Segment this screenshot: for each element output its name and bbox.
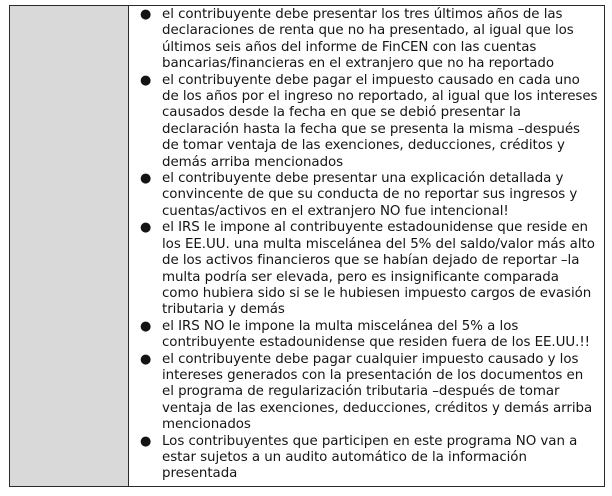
list-item-text: el IRS le impone al contribuyente estadounidense que reside en los EE.UU. una multa misceláneа del 5% del saldo/valor más alto de los activos financieros que se habían dejado de reportar –la multa podría ser elevada, pero es insignificante comparada como hubiera sido si se le hubiesen impuesto cargos de evasión tributaria y demás — [162, 220, 595, 318]
bullet-list — [129, 7, 604, 483]
bullet-icon: ● — [140, 433, 152, 449]
list-item-text: el IRS NO le impone la multa misceláneа del 5% a los contribuyente estadounidense que residen fuera de los EE.UU.!! — [162, 318, 590, 351]
content-column — [129, 6, 604, 486]
list-item-text: el contribuyente debe presentar una explicación detallada y convincente de que su conducta de no reportar sus ingresos y cuentas/activos en el extranjero NO fue intencional! — [162, 171, 578, 219]
list-item — [129, 73, 604, 171]
list-item-text: el contribuyente debe pagar el impuesto causado en cada uno de los años por el ingreso no reportado, al igual que los intereses causados desde la fecha en que se debió presentar la declaración hasta la fecha que se presenta la misma –después de tomar ventaja de las exenciones, deducciones, créditos y demás arriba mencionados — [162, 72, 598, 170]
bullet-icon: ● — [140, 318, 152, 334]
list-item-text: el contribuyente debe presentar los tres últimos años de las declaraciones de renta que no ha presentado, al igual que los últimos seis años del informe de FinCEN con las cuentas bancarias/financieras en el extranjero que no ha reportado — [162, 7, 574, 72]
bullet-icon: ● — [140, 72, 152, 88]
list-item-text: el contribuyente debe pagar cualquier impuesto causado y los intereses generados con la presentación de los documentos en el programa de regularización tributaria –después de tomar ventaja de las exenciones, deducciones, créditos y demás arriba mencionados — [162, 351, 593, 433]
bullet-icon: ● — [140, 351, 152, 367]
bullet-icon: ● — [140, 220, 152, 236]
list-item — [129, 434, 604, 483]
list-item — [129, 352, 604, 434]
bullet-icon: ● — [140, 171, 152, 187]
bullet-icon: ● — [140, 7, 152, 22]
list-item — [129, 319, 604, 352]
list-item — [129, 220, 604, 318]
shaded-left-column — [10, 6, 129, 486]
document-table — [9, 5, 605, 487]
list-item-text: Los contribuyentes que participen en este programa NO van a estar sujetos a un audito automático de la información presentada — [162, 433, 578, 482]
list-item — [129, 7, 604, 73]
list-item — [129, 171, 604, 220]
